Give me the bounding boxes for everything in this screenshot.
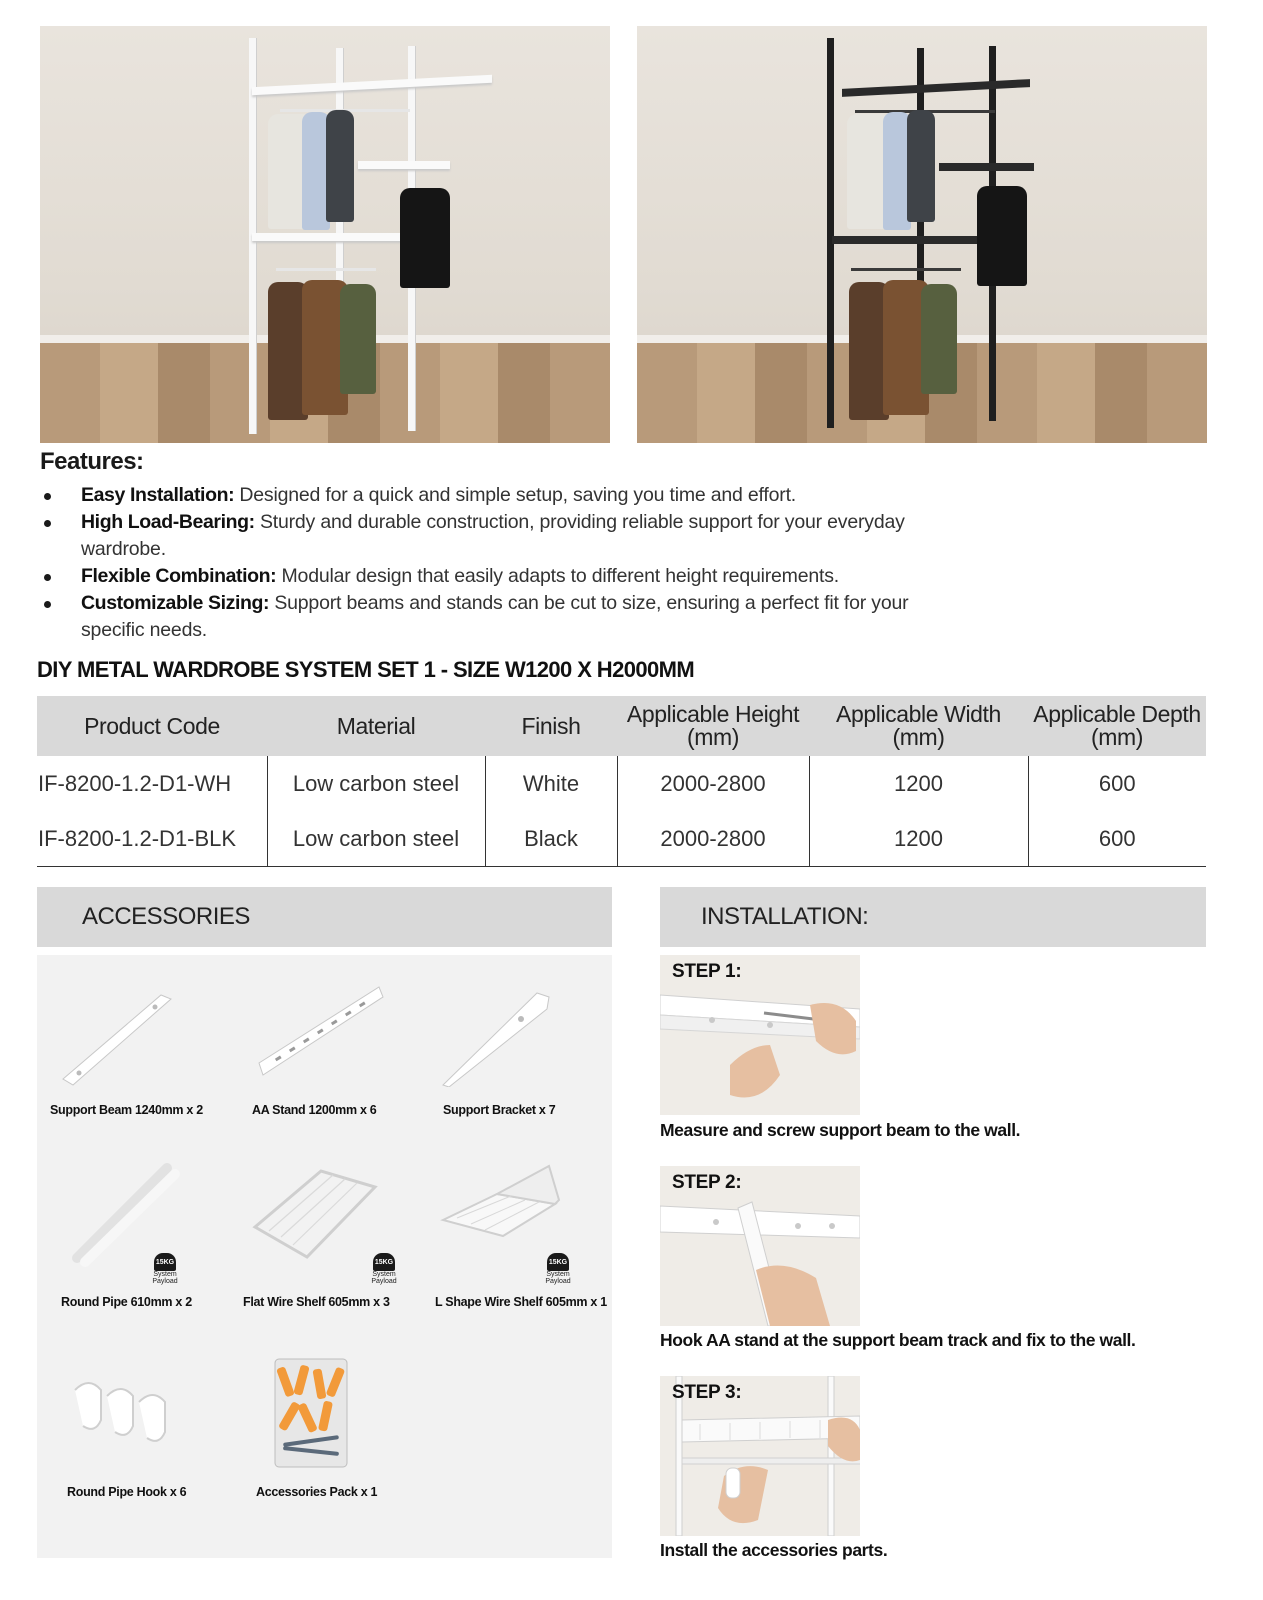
feature-item: High Load-Bearing: Sturdy and durable construction, providing reliable support for your everyday wardrobe. [40,509,911,563]
payload-badge: 15KG System Payload [534,1253,582,1285]
accessory-caption: Accessories Pack x 1 [256,1485,378,1499]
support-beam-icon [57,987,177,1087]
step-1-image [660,955,860,1115]
cell-width: 1200 [809,811,1028,867]
step-caption: Hook AA stand at the support beam track and fix to the wall. [660,1330,1136,1350]
cell-width: 1200 [809,756,1028,811]
accessory-caption: Round Pipe 610mm x 2 [61,1295,192,1309]
cell-finish: White [485,756,617,811]
spec-table [37,696,1206,867]
cell-depth: 600 [1028,756,1206,811]
aa-stand-icon [255,983,385,1083]
table-row [37,756,1206,811]
step-label: STEP 2: [672,1172,742,1193]
cell-material: Low carbon steel [267,756,485,811]
flat-wire-shelf-icon [249,1165,379,1265]
header-product-code: Product Code [37,696,267,756]
table-header-row [37,696,1206,756]
support-bracket-icon [437,987,557,1087]
header-depth: Applicable Depth (mm) [1028,696,1206,756]
header-finish: Finish [485,696,617,756]
features-heading: Features: [40,448,144,475]
accessories-panel [37,955,612,1558]
cell-finish: Black [485,811,617,867]
feature-item: Customizable Sizing: Support beams and stands can be cut to size, ensuring a perfect fit for your specific needs. [40,590,911,644]
white-wardrobe-photo [40,26,610,443]
installation-header: INSTALLATION: [660,887,1206,947]
black-wardrobe-photo [637,26,1207,443]
accessory-caption: Support Bracket x 7 [443,1103,556,1117]
accessories-pack-icon [273,1357,349,1469]
step-2-image [660,1166,860,1326]
header-material: Material [267,696,485,756]
cell-code: IF-8200-1.2-D1-BLK [37,811,267,867]
payload-badge: 15KG System Payload [141,1253,189,1285]
accessories-header: ACCESSORIES [37,887,612,947]
feature-item: Easy Installation: Designed for a quick and simple setup, saving you time and effort. [40,482,940,509]
step-caption: Install the accessories parts. [660,1540,888,1560]
cell-material: Low carbon steel [267,811,485,867]
accessory-caption: L Shape Wire Shelf 605mm x 1 [435,1295,607,1309]
cell-depth: 600 [1028,811,1206,867]
feature-item: Flexible Combination: Modular design that easily adapts to different height requirements. [40,563,940,590]
step-3-image [660,1376,860,1536]
round-pipe-hook-icon [67,1370,187,1450]
header-width: Applicable Width (mm) [809,696,1028,756]
payload-badge: 15KG System Payload [360,1253,408,1285]
step-label: STEP 3: [672,1382,742,1403]
set-title: DIY METAL WARDROBE SYSTEM SET 1 - SIZE W1200 X H2000MM [37,657,695,682]
accessory-caption: AA Stand 1200mm x 6 [252,1103,377,1117]
header-height: Applicable Height (mm) [617,696,809,756]
accessory-caption: Round Pipe Hook x 6 [67,1485,187,1499]
cell-code: IF-8200-1.2-D1-WH [38,770,232,796]
table-row [37,811,1206,867]
features-list [40,482,940,644]
cell-height: 2000-2800 [617,756,809,811]
accessory-caption: Flat Wire Shelf 605mm x 3 [243,1295,390,1309]
step-label: STEP 1: [672,961,742,982]
cell-height: 2000-2800 [617,811,809,867]
step-caption: Measure and screw support beam to the wall. [660,1120,1021,1140]
accessory-caption: Support Beam 1240mm x 2 [50,1103,203,1117]
